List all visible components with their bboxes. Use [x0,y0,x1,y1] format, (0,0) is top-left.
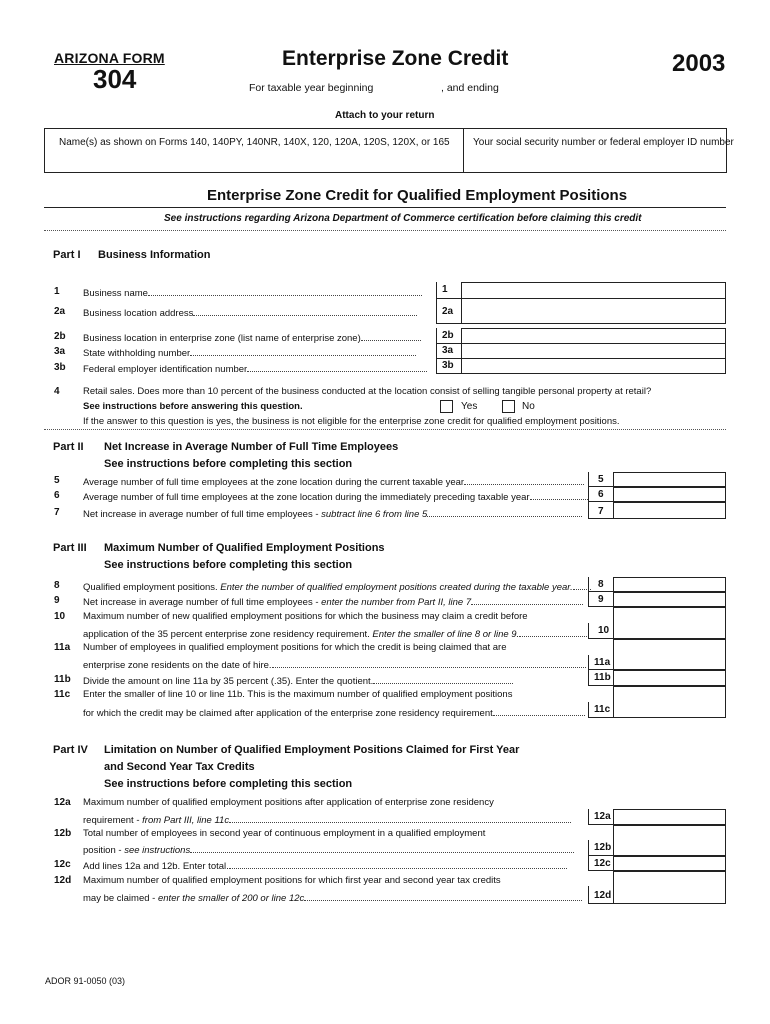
fein-input[interactable] [461,358,726,374]
part-3-label: Part III [53,542,87,554]
taxable-year-ending-label: , and ending [441,82,499,94]
part-2-label: Part II [53,441,84,453]
line-12c-input[interactable] [613,856,726,871]
taxable-year-beginning-label: For taxable year beginning [249,82,374,94]
line-number: 12a [54,797,71,808]
line-text: Business location address [83,306,417,319]
taxpayer-name-field[interactable] [59,137,450,148]
line-ref: 7 [588,502,614,519]
line-text: requirement - from Part III, line 11c [83,813,571,826]
line-number: 11b [54,674,71,685]
yes-label: Yes [461,401,478,412]
line-ref: 5 [588,472,614,487]
business-address-input[interactable] [461,298,726,324]
retail-no-checkbox[interactable] [502,400,515,413]
line-number: 5 [54,475,60,486]
line-number: 12c [54,859,71,870]
line-ref: 9 [588,592,614,607]
state-withholding-input[interactable] [461,343,726,359]
line-ref: 3a [436,343,462,359]
section-note: See instructions regarding Arizona Department of Commerce certification before claiming this credit [164,213,642,224]
part-1-title: Business Information [98,249,211,261]
taxpayer-id-label: Your social security number or federal employer ID number [473,137,734,148]
taxpayer-info-box [44,128,734,173]
part-4-subtitle: See instructions before completing this section [104,778,353,790]
part-4-label: Part IV [53,744,88,756]
line-text: Retail sales. Does more than 10 percent of the business conducted at the location consist of selling tangible personal property at retail? [83,386,652,397]
line-text: may be claimed - enter the smaller of 200 or line 12c [83,891,582,904]
line-text: Enter the smaller of line 10 or line 11b. This is the maximum number of qualified employment positions [83,689,513,700]
no-label: No [522,401,535,412]
line-number: 4 [54,386,60,397]
line-text: Qualified employment positions. Enter the number of qualified employment positions created during the taxable year. [83,580,591,593]
taxpayer-name-label: Name(s) as shown on Forms 140, 140PY, 140NR, 140X, 120, 120A, 120S, 120X, or 165 [59,137,450,148]
line-number: 3b [54,362,66,373]
part-2-subtitle: See instructions before completing this section [104,458,353,470]
line-text: Maximum number of qualified employment positions for which first year and second year tax credits [83,875,501,886]
form-label: ARIZONA FORM [54,50,165,66]
line-5-input[interactable] [613,472,726,487]
retail-yes-checkbox[interactable] [440,400,453,413]
line-ref: 12b [588,840,614,856]
line-text: for which the credit may be claimed after application of the enterprise zone residency requirement [83,706,585,719]
line-number: 9 [54,595,60,606]
divider [44,207,726,208]
line-12b-input[interactable] [613,825,726,856]
line-number: 2a [54,306,66,317]
line-12d-input[interactable] [613,871,726,904]
line-ref: 11b [588,670,614,686]
line-ref: 2a [436,298,462,324]
line-text: application of the 35 percent enterprise zone residency requirement. Enter the smaller of line 8 or line 9. [83,627,589,640]
line-text: Divide the amount on line 11a by 35 percent (.35). Enter the quotient. [83,674,513,687]
business-name-input[interactable] [461,282,726,299]
line-number: 6 [54,490,60,501]
line-4-see-instructions: See instructions before answering this question. [83,401,303,412]
line-6-input[interactable] [613,487,726,502]
line-ref: 2b [436,328,462,344]
line-number: 12d [54,875,72,886]
line-10-input[interactable] [613,607,726,639]
line-ref: 12d [588,886,614,904]
line-text: Business name [83,286,422,299]
line-text: Maximum number of new qualified employment positions for which the business may claim a credit before [83,611,528,622]
line-11a-input[interactable] [613,639,726,670]
line-text: Business location in enterprise zone (list name of enterprise zone) [83,331,421,344]
line-text: position - see instructions [83,843,574,856]
line-number: 7 [54,507,60,518]
line-4-note: If the answer to this question is yes, the business is not eligible for the enterprise zone credit for qualified employment positions. [83,416,620,427]
line-number: 2b [54,331,66,342]
line-number: 8 [54,580,60,591]
line-number: 10 [54,611,66,622]
line-ref: 12a [588,809,614,825]
divider [44,230,726,231]
divider [463,129,464,172]
taxpayer-id-field[interactable] [473,137,734,148]
part-3-title: Maximum Number of Qualified Employment Positions [104,542,385,554]
line-ref: 1 [436,282,462,299]
form-number: 304 [93,64,137,94]
form-year: 2003 [672,50,726,77]
line-text: Federal employer identification number [83,362,427,375]
line-text: Net increase in average number of full time employees - enter the number from Part II, line 7 [83,595,583,608]
line-11b-input[interactable] [613,670,726,686]
line-text: Average number of full time employees at the zone location during the immediately preceding taxable year [83,490,588,503]
line-number: 1 [54,286,60,297]
line-text: Total number of employees in second year of continuous employment in a qualified employment [83,828,486,839]
divider [44,429,726,430]
form-footer-code: ADOR 91-0050 (03) [45,976,126,986]
line-text: Maximum number of qualified employment positions after application of enterprise zone residency [83,797,494,808]
line-number: 3a [54,346,66,357]
part-4-title: Limitation on Number of Qualified Employment Positions Claimed for First Year [104,744,520,756]
line-9-input[interactable] [613,592,726,607]
line-ref: 8 [588,577,614,592]
line-text: Net increase in average number of full time employees - subtract line 6 from line 5 [83,507,582,520]
line-text: Add lines 12a and 12b. Enter total. [83,859,567,872]
line-12a-input[interactable] [613,809,726,825]
line-ref: 11c [588,702,614,718]
line-ref: 3b [436,358,462,374]
form-title: Enterprise Zone Credit [282,47,509,70]
attach-instruction: Attach to your return [335,110,435,121]
line-text: Average number of full time employees at the zone location during the current taxable year [83,475,584,488]
line-ref: 11a [588,655,614,670]
line-number: 12b [54,828,72,839]
line-text: enterprise zone residents on the date of hire. [83,658,586,671]
line-number: 11c [54,689,71,700]
line-7-input[interactable] [613,502,726,519]
line-ref: 10 [588,623,614,639]
section-title: Enterprise Zone Credit for Qualified Employment Positions [207,187,628,204]
line-8-input[interactable] [613,577,726,592]
line-text: State withholding number [83,346,416,359]
line-11c-input[interactable] [613,686,726,718]
part-1-label: Part I [53,249,81,261]
line-ref: 12c [588,856,614,871]
line-text: Number of employees in qualified employment positions for which the credit is being claimed that are [83,642,507,653]
part-4-title: and Second Year Tax Credits [104,761,255,773]
part-3-subtitle: See instructions before completing this section [104,559,353,571]
line-number: 11a [54,642,71,653]
line-ref: 6 [588,487,614,502]
part-2-title: Net Increase in Average Number of Full Time Employees [104,441,399,453]
enterprise-zone-input[interactable] [461,328,726,344]
